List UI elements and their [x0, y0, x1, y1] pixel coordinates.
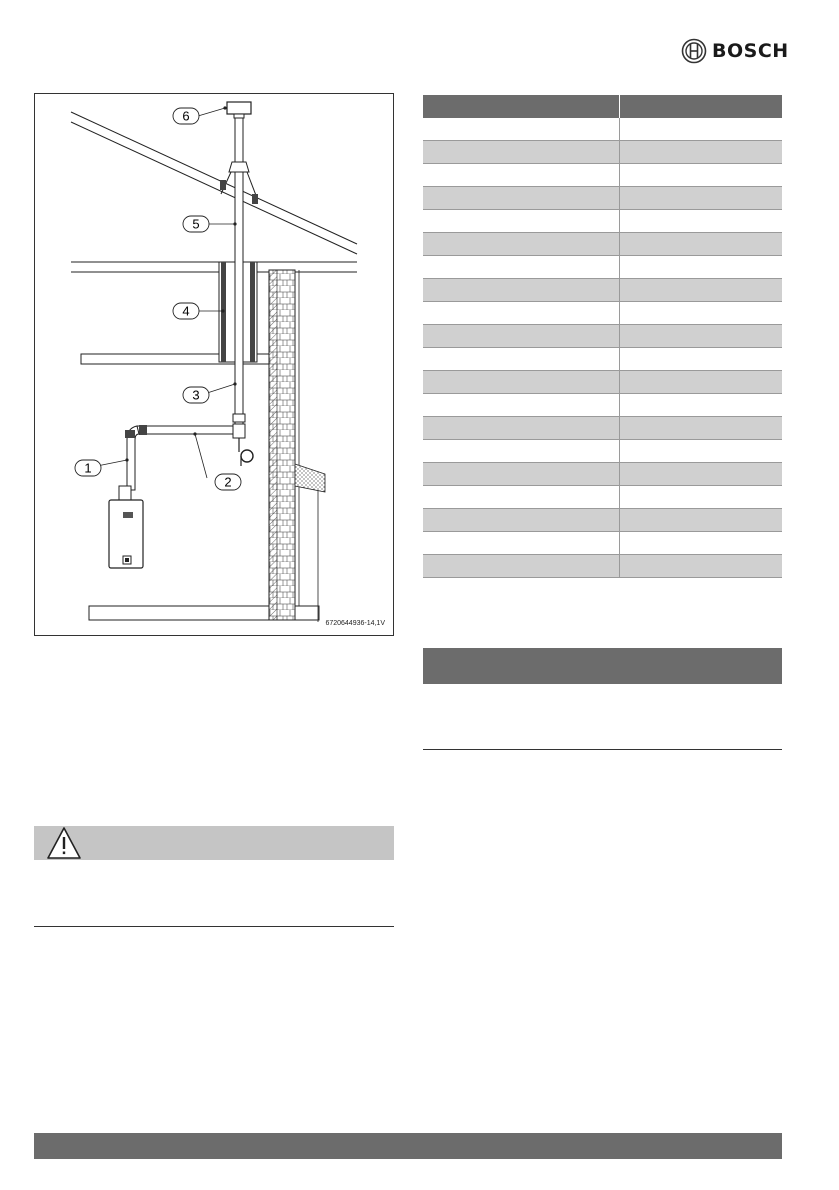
notice-header-bar — [423, 648, 782, 684]
table-cell — [423, 256, 619, 279]
warning-triangle-icon — [44, 826, 84, 860]
table-row — [423, 440, 782, 463]
table-row — [423, 371, 782, 394]
table-cell — [423, 164, 619, 187]
table-cell — [619, 394, 782, 417]
svg-text:2: 2 — [224, 474, 232, 490]
table-cell — [619, 118, 782, 141]
table-cell — [619, 417, 782, 440]
table-cell — [423, 233, 619, 256]
table-row — [423, 463, 782, 486]
table-row — [423, 417, 782, 440]
warning-header-bar — [34, 826, 394, 860]
table-cell — [619, 164, 782, 187]
table-row — [423, 509, 782, 532]
table-row — [423, 348, 782, 371]
callout-4 — [173, 303, 199, 319]
table-cell — [423, 141, 619, 164]
table-row — [423, 256, 782, 279]
table-cell — [423, 555, 619, 578]
table-cell — [619, 279, 782, 302]
table-cell — [619, 486, 782, 509]
table-row — [423, 141, 782, 164]
table-cell — [423, 187, 619, 210]
table-row — [423, 118, 782, 141]
svg-text:4: 4 — [182, 303, 190, 319]
table-header-cell — [423, 95, 619, 118]
table-cell — [619, 371, 782, 394]
table-cell — [423, 210, 619, 233]
table-cell — [619, 509, 782, 532]
table-cell — [619, 256, 782, 279]
svg-text:1: 1 — [84, 460, 92, 476]
table-header-row — [423, 95, 782, 118]
table-cell — [619, 141, 782, 164]
table-cell — [619, 532, 782, 555]
table-cell — [423, 486, 619, 509]
table-cell — [619, 210, 782, 233]
svg-text:3: 3 — [192, 387, 200, 403]
table-row — [423, 187, 782, 210]
table-row — [423, 302, 782, 325]
table-cell — [619, 348, 782, 371]
table-cell — [423, 371, 619, 394]
table-row — [423, 394, 782, 417]
table-cell — [619, 440, 782, 463]
callout-5 — [183, 216, 209, 232]
table-row — [423, 325, 782, 348]
callout-6 — [173, 108, 199, 124]
table-cell — [619, 325, 782, 348]
table-cell — [423, 463, 619, 486]
table-cell — [423, 532, 619, 555]
table-cell — [619, 555, 782, 578]
table-row — [423, 532, 782, 555]
table-row — [423, 164, 782, 187]
table-cell — [423, 279, 619, 302]
warning-divider — [34, 926, 394, 927]
data-table — [423, 95, 782, 578]
brand-logo — [681, 37, 789, 65]
table-cell — [423, 417, 619, 440]
table-cell — [423, 302, 619, 325]
table-cell — [423, 325, 619, 348]
table-cell — [619, 187, 782, 210]
table-row — [423, 555, 782, 578]
table-header-cell — [619, 95, 782, 118]
footer-bar — [34, 1133, 782, 1159]
table-cell — [619, 302, 782, 325]
callout-2 — [215, 474, 241, 490]
table-row — [423, 486, 782, 509]
installation-figure — [34, 93, 394, 636]
table-cell — [619, 463, 782, 486]
figure-reference: 6720644936-14,1V — [325, 620, 385, 627]
svg-text:5: 5 — [192, 216, 200, 232]
callout-3 — [183, 387, 209, 403]
table-row — [423, 233, 782, 256]
bosch-armature-icon — [681, 38, 707, 64]
table-row — [423, 279, 782, 302]
callout-1 — [75, 460, 101, 476]
table-cell — [423, 440, 619, 463]
table-cell — [423, 394, 619, 417]
table-body — [423, 118, 782, 578]
table-cell — [619, 233, 782, 256]
table-row — [423, 210, 782, 233]
svg-text:6: 6 — [182, 108, 190, 124]
table-cell — [423, 118, 619, 141]
flue-installation-drawing — [35, 94, 395, 637]
notice-divider — [423, 749, 782, 750]
table-cell — [423, 509, 619, 532]
table-cell — [423, 348, 619, 371]
brand-name: BOSCH — [712, 40, 789, 62]
